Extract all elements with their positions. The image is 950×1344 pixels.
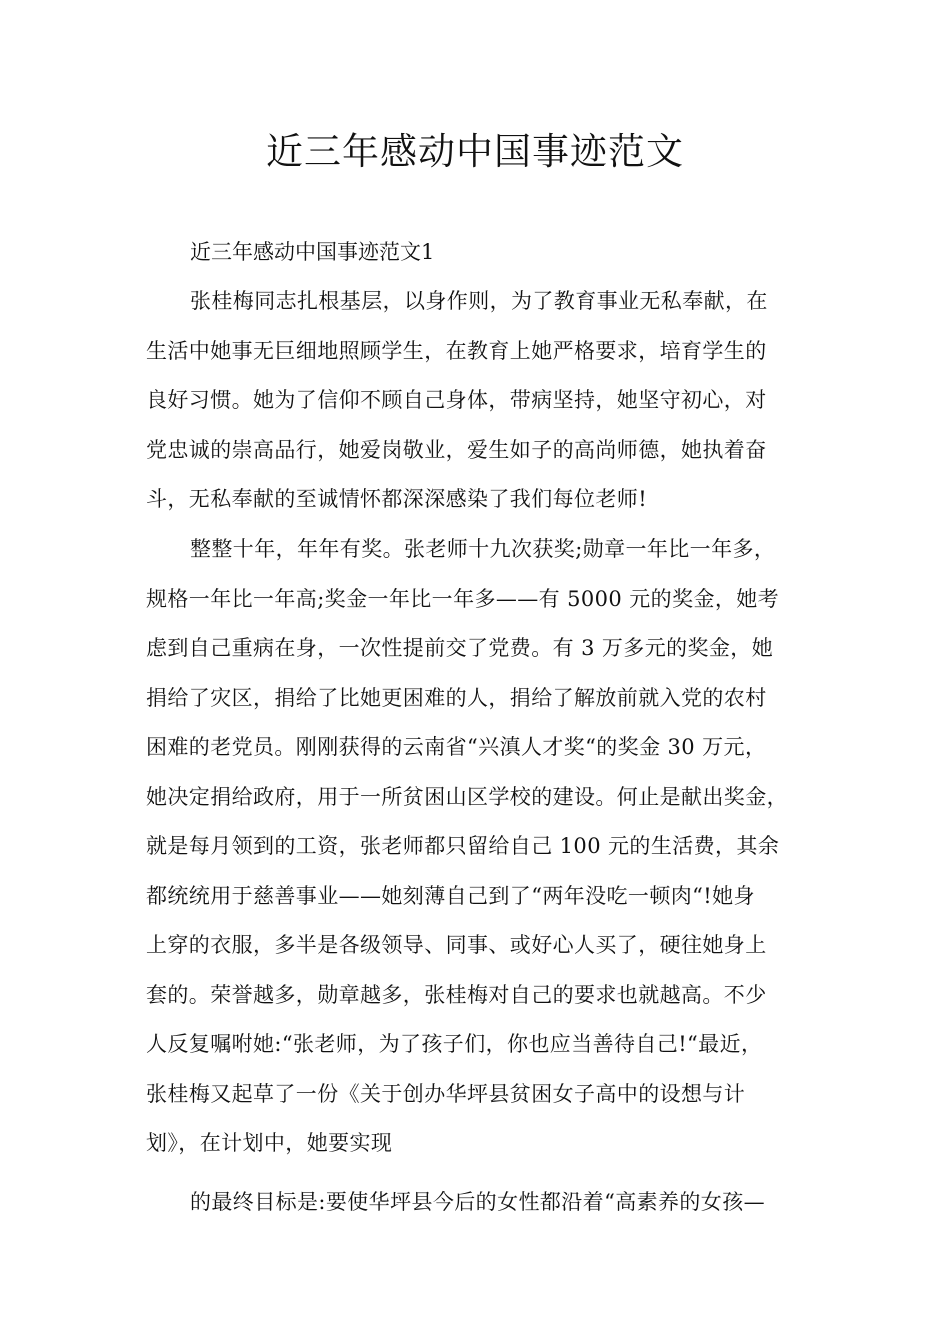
paragraph-line: 困难的老党员。刚刚获得的云南省“兴滇人才奖“的奖金 30 万元， <box>146 735 767 759</box>
paragraph-line: 良好习惯。她为了信仰不顾自己身体，带病坚持，她坚守初心，对 <box>146 388 767 412</box>
paragraph-2 <box>146 525 826 1169</box>
paragraph-line: 生活中她事无巨细地照顾学生，在教育上她严格要求，培育学生的 <box>146 338 767 363</box>
paragraph-line: 张桂梅又起草了一份《关于创办华坪县贫困女子高中的设想与计 <box>146 1081 746 1106</box>
paragraph-line: 斗，无私奉献的至诚情怀都深深感染了我们每位老师! <box>146 487 648 511</box>
paragraph-line: 都统统用于慈善事业——她刻薄自己到了“两年没吃一顿肉“!她身 <box>146 883 755 908</box>
section-subheading: 近三年感动中国事迹范文1 <box>190 240 435 264</box>
paragraph-line: 套的。荣誉越多，勋章越多，张桂梅对自己的要求也就越高。不少 <box>146 982 767 1007</box>
paragraph-line: 捐给了灾区，捐给了比她更困难的人，捐给了解放前就入党的农村 <box>146 685 767 710</box>
paragraph-line: 虑到自己重病在身，一次性提前交了党费。有 3 万多元的奖金，她 <box>146 636 774 660</box>
paragraph-line: 张桂梅同志扎根基层，以身作则，为了教育事业无私奉献，在 <box>190 289 768 313</box>
paragraph-line: 党忠诚的崇高品行，她爱岗敬业，爱生如子的高尚师德，她执着奋 <box>146 437 767 462</box>
paragraph-line: 的最终目标是:要使华坪县今后的女性都沿着“高素养的女孩— <box>190 1190 766 1214</box>
document-title: 近三年感动中国事迹范文 <box>266 130 684 173</box>
paragraph-line: 划》，在计划中，她要实现 <box>146 1131 393 1155</box>
paragraph-3 <box>146 1178 826 1228</box>
paragraph-line: 她决定捐给政府，用于一所贫困山区学校的建设。何止是献出奖金， <box>146 784 788 809</box>
paragraph-line: 上穿的衣服，多半是各级领导、同事、或好心人买了，硬往她身上 <box>146 933 767 957</box>
paragraph-line: 就是每月领到的工资，张老师都只留给自己 100 元的生活费，其余 <box>146 834 780 858</box>
paragraph-line: 整整十年，年年有奖。张老师十九次获奖;勋章一年比一年多， <box>190 537 776 561</box>
paragraph-line: 人反复嘱咐她:“张老师，为了孩子们，你也应当善待自己!“最近， <box>146 1032 763 1056</box>
paragraph-1 <box>146 277 826 525</box>
paragraph-line: 规格一年比一年高;奖金一年比一年多——有 5000 元的奖金，她考 <box>146 586 780 611</box>
